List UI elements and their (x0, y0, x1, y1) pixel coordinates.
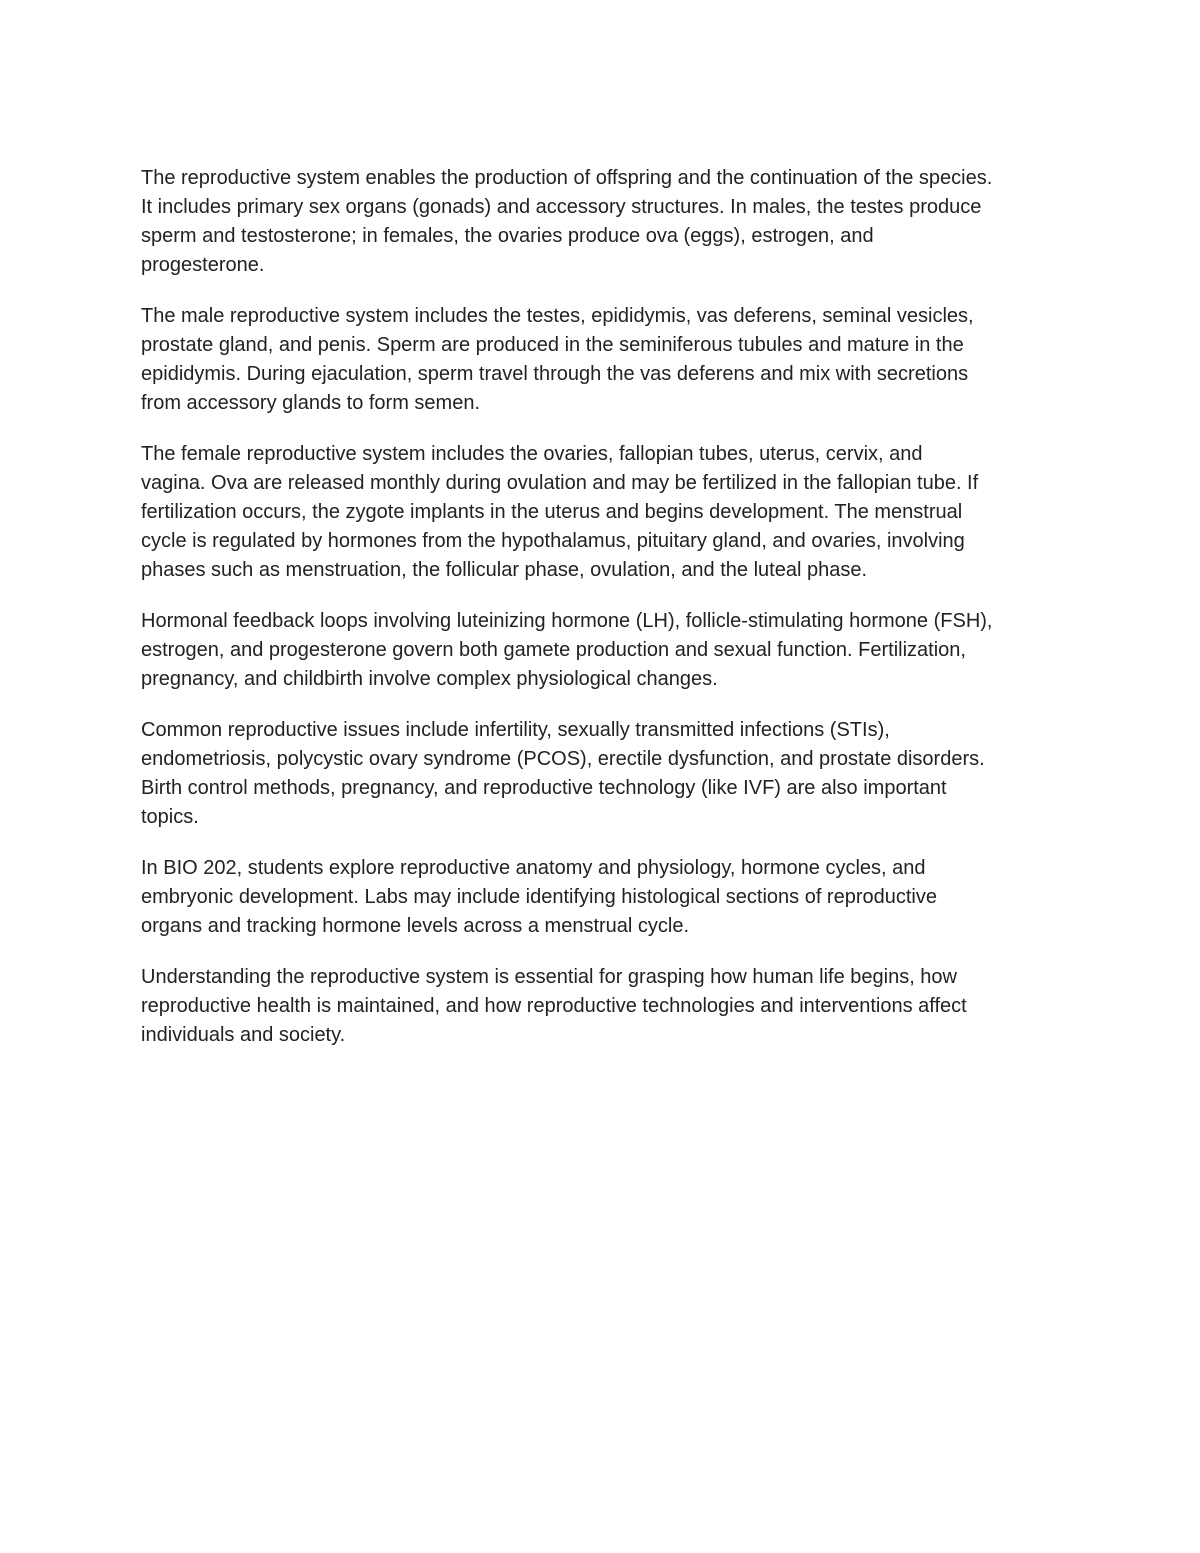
paragraph-common-issues: Common reproductive issues include infertility, sexually transmitted infections (STIs), endometriosis, polycystic ovary syndrome (PCOS), erectile dysfunction, and prostate disorders. Birth control methods, pregnancy, and reproductive technology (like IVF) are also important topics. (141, 719, 985, 828)
paragraph-bio-202: In BIO 202, students explore reproductive anatomy and physiology, hormone cycles, and embryonic development. Labs may include identifying histological sections of reproductive organs and tracking hormone levels across a menstrual cycle. (141, 857, 937, 937)
paragraph-hormonal-feedback: Hormonal feedback loops involving luteinizing hormone (LH), follicle-stimulating hormone (FSH), estrogen, and progesterone govern both gamete production and sexual function. Fertilization, pregnancy, and childbirth involve complex physiological changes. (141, 610, 993, 690)
paragraph-female-system: The female reproductive system includes the ovaries, fallopian tubes, uterus, cervix, and vagina. Ova are released monthly during ovulation and may be fertilized in the fallopian tube. If fertilization occurs, the zygote implants in the uterus and begins development. The menstrual cycle is regulated by hormones from the hypothalamus, pituitary gland, and ovaries, involving phases such as menstruation, the follicular phase, ovulation, and the luteal phase. (141, 443, 979, 581)
paragraph-intro: The reproductive system enables the production of offspring and the continuation of the species. It includes primary sex organs (gonads) and accessory structures. In males, the testes produce sperm and testosterone; in females, the ovaries produce ova (eggs), estrogen, and progesterone. (141, 167, 993, 276)
paragraph-conclusion: Understanding the reproductive system is essential for grasping how human life begins, how reproductive health is maintained, and how reproductive technologies and interventions affect individuals and society. (141, 966, 967, 1046)
document-body (141, 164, 1066, 1072)
paragraph-male-system: The male reproductive system includes the testes, epididymis, vas deferens, seminal vesicles, prostate gland, and penis. Sperm are produced in the seminiferous tubules and mature in the epididymis. During ejaculation, sperm travel through the vas deferens and mix with secretions from accessory glands to form semen. (141, 305, 974, 414)
